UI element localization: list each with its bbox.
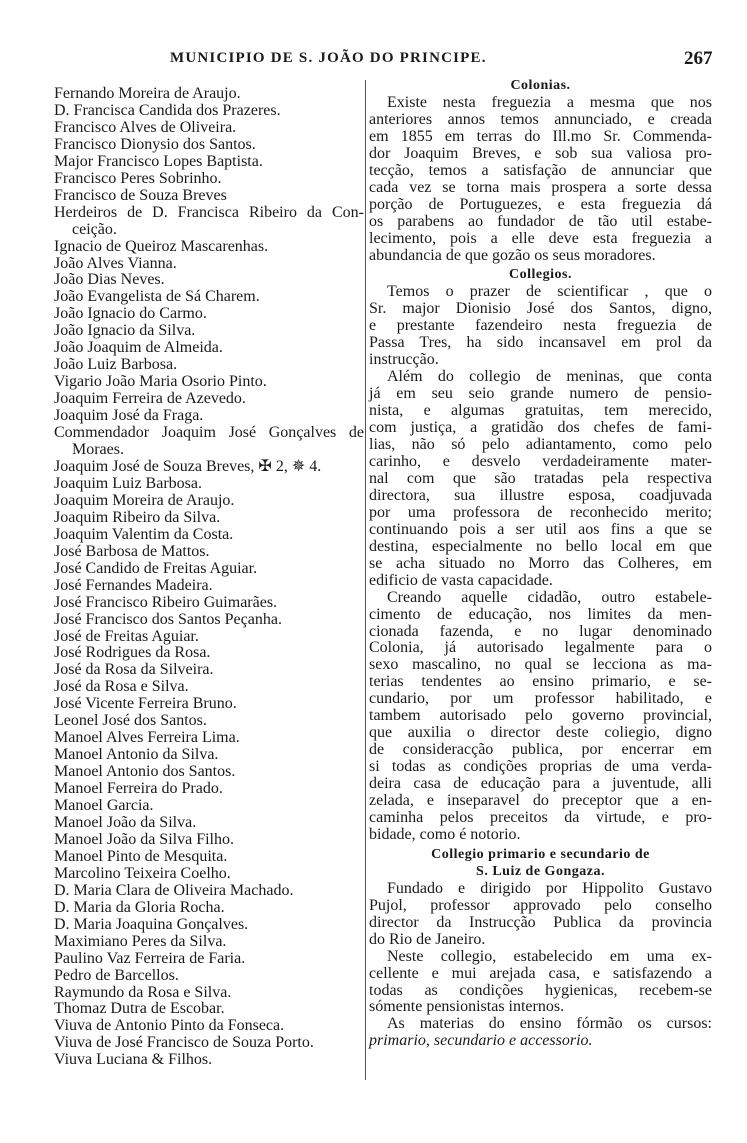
list-item: José Rodrigues da Rosa. xyxy=(54,644,211,662)
text-line: terias tendentes ao ensino primario, e se- xyxy=(369,673,712,691)
text-line: Sr. major Dionisio José dos Santos, digno, xyxy=(369,300,712,318)
list-item: Raymundo da Rosa e Silva. xyxy=(54,983,232,1001)
list-item: D. Maria Clara de Oliveira Machado. xyxy=(54,881,294,899)
list-item: João Luiz Barbosa. xyxy=(54,356,178,374)
list-item: Viuva de Antonio Pinto da Fonseca. xyxy=(54,1017,285,1035)
list-item: Herdeiros de D. Francisca Ribeiro da Con- xyxy=(54,203,364,221)
list-item: Joaquim Luiz Barbosa. xyxy=(54,474,202,492)
text-line: tecção, temos a satisfação de annunciar que xyxy=(369,161,712,179)
section-heading: Colonias. xyxy=(510,78,571,93)
list-item: Vigario João Maria Osorio Pinto. xyxy=(54,373,267,391)
text-line: já em seu seio grande numero de pensio- xyxy=(369,385,712,403)
list-item: José Fernandes Madeira. xyxy=(54,576,213,594)
list-item: Marcolino Teixeira Coelho. xyxy=(54,864,231,882)
list-item: Francisco Dionysio dos Santos. xyxy=(54,135,256,153)
text-line: Fundado e dirigido por Hippolito Gustavo xyxy=(387,879,712,897)
page-number: 267 xyxy=(684,48,713,69)
text-line: primario, secundario e accessorio. xyxy=(369,1032,593,1050)
text-line: lecimento, pois a elle deve esta freguezia a xyxy=(369,229,712,247)
list-item: José Vicente Ferreira Bruno. xyxy=(54,695,237,713)
list-item: Manoel João da Silva. xyxy=(54,813,197,831)
list-item: Manoel Alves Ferreira Lima. xyxy=(54,729,240,747)
text-line: As materias do ensino fórmão os cursos: xyxy=(387,1015,712,1033)
text-line: nista, e algumas gratuitas, tem merecido, xyxy=(369,402,712,420)
paragraph xyxy=(369,590,712,844)
section-heading: S. Luiz de Gongaza. xyxy=(476,863,605,879)
list-item: José Barbosa de Mattos. xyxy=(54,542,210,560)
list-item: José da Rosa e Silva. xyxy=(54,678,189,696)
text-line: Temos o prazer de scientificar , que o xyxy=(387,283,712,301)
text-line: sómente pensionistas internos. xyxy=(369,998,565,1016)
text-line: dor Joaquim Breves, e sob sua valiosa pro- xyxy=(369,144,712,162)
paragraph xyxy=(369,1016,712,1033)
list-item: Manoel Pinto de Mesquita. xyxy=(54,847,228,865)
text-line: com justiça, a gratidão dos chefes de fami- xyxy=(369,419,712,437)
list-item: D. Maria Joaquina Gonçalves. xyxy=(54,915,249,933)
list-item: D. Maria da Gloria Rocha. xyxy=(54,898,225,916)
list-item: Joaquim José da Fraga. xyxy=(54,407,204,425)
text-line: bidade, como é notorio. xyxy=(369,825,521,843)
text-line: Colonia, já autorisado legalmente para o xyxy=(369,639,712,657)
paragraph xyxy=(369,284,712,369)
text-line: director da Instrucção Publica da provincia xyxy=(369,913,712,931)
text-line: Neste collegio, estabelecido em uma ex- xyxy=(387,947,712,965)
list-item: João Evangelista de Sá Charem. xyxy=(54,288,260,306)
list-item: Fernando Moreira de Araujo. xyxy=(54,85,241,102)
page-header xyxy=(0,50,747,72)
text-line: Passa Tres, ha sido incansavel em prol da xyxy=(369,334,712,352)
paragraph xyxy=(369,881,712,949)
running-title: MUNICIPIO DE S. JOÃO DO PRINCIPE. xyxy=(170,50,487,66)
text-line: que auxilia o director deste coliegio, digno xyxy=(369,724,712,742)
text-line: porção de Portuguezes, e esta freguezia dá xyxy=(369,195,712,213)
text-line: de consideracção publica, por encerrar em xyxy=(369,741,712,759)
list-item: Joaquim José de Souza Breves, ✠ 2, ✵ 4. xyxy=(54,457,322,475)
paragraph xyxy=(369,369,712,589)
text-line: edificio de vasta capacidade. xyxy=(369,571,553,589)
list-item: Francisco de Souza Breves xyxy=(54,186,227,204)
list-item: João Dias Neves. xyxy=(54,271,165,289)
list-item: ceição. xyxy=(72,220,117,238)
text-line: Creando aquelle cidadão, outro estabele- xyxy=(387,588,712,606)
text-line: Existe nesta freguezia a mesma que nos xyxy=(387,93,712,111)
text-line: os parabens ao fundador de tão util estabe- xyxy=(369,212,712,230)
list-item: Pedro de Barcellos. xyxy=(54,966,179,984)
section-gongaza xyxy=(369,847,712,1050)
list-item: José da Rosa da Silveira. xyxy=(54,661,214,679)
column-divider xyxy=(365,80,366,1080)
text-line: zelada, e inseparavel do preceptor que a en- xyxy=(369,792,712,810)
text-line: Pujol, professor approvado pelo conselho xyxy=(369,896,712,914)
paragraph xyxy=(369,949,712,1017)
list-item: Paulino Vaz Ferreira de Faria. xyxy=(54,949,246,967)
text-line: sexo mascalino, no qual se lecciona as ma- xyxy=(369,656,712,674)
list-item: Viuva Luciana & Filhos. xyxy=(54,1051,213,1069)
list-item: Joaquim Ferreira de Azevedo. xyxy=(54,390,246,408)
paragraph xyxy=(369,95,712,265)
list-item: Ignacio de Queiroz Mascarenhas. xyxy=(54,237,269,255)
list-item: José Candido de Freitas Aguiar. xyxy=(54,559,258,577)
text-line: cundario, por um professor habilitado, e xyxy=(369,690,712,708)
list-item: João Ignacio do Carmo. xyxy=(54,305,207,323)
left-column-name-list xyxy=(54,86,364,1069)
list-item: D. Francisca Candida dos Prazeres. xyxy=(54,101,281,119)
text-line: deira casa de educação para a juventude, alli xyxy=(369,775,712,793)
list-item: João Alves Vianna. xyxy=(54,254,177,272)
text-line: por uma professora de reconhecido merito; xyxy=(369,503,712,521)
text-line: em 1855 em terras do Ill.mo Sr. Commenda- xyxy=(369,127,712,145)
text-line: continuando pois a ser util aos fins a que se xyxy=(369,520,712,538)
list-item: José Francisco Ribeiro Guimarães. xyxy=(54,593,278,611)
text-line: caminha pelos preceitos da virtude, e pro- xyxy=(369,808,712,826)
text-line: do Rio de Janeiro. xyxy=(369,930,486,948)
text-line: cimento de educação, nos limites da men- xyxy=(369,605,712,623)
text-line: destina, especialmente no bello local em que xyxy=(369,537,712,555)
text-line: directora, sua illustre esposa, coadjuvada xyxy=(369,486,712,504)
list-item: João Joaquim de Almeida. xyxy=(54,339,223,357)
text-line: instrucção. xyxy=(369,351,439,369)
text-line: Além do collegio de meninas, que conta xyxy=(387,368,712,386)
list-item: Joaquim Ribeiro da Silva. xyxy=(54,508,221,526)
list-item: Manoel Antonio dos Santos. xyxy=(54,763,236,781)
section-heading: Collegios. xyxy=(509,267,572,283)
text-line: todas as condições hygienicas, recebem-se xyxy=(369,981,712,999)
list-item: Maximiano Peres da Silva. xyxy=(54,932,227,950)
list-item: Manoel João da Silva Filho. xyxy=(54,830,234,848)
list-item: Viuva de José Francisco de Souza Porto. xyxy=(54,1034,314,1052)
right-column-text xyxy=(369,78,712,1050)
list-item: Manoel Garcia. xyxy=(54,797,154,815)
list-item: José de Freitas Aguiar. xyxy=(54,627,199,645)
section-colonias xyxy=(369,78,712,264)
text-line: tambem autorisado pelo governo provincial, xyxy=(369,707,712,725)
list-item: Manoel Ferreira do Prado. xyxy=(54,780,223,798)
list-item: Leonel José dos Santos. xyxy=(54,712,207,730)
list-item: Thomaz Dutra de Escobar. xyxy=(54,1000,225,1018)
text-line: cellente e mui arejada casa, e satisfazendo a xyxy=(369,964,712,982)
list-item: Major Francisco Lopes Baptista. xyxy=(54,152,263,170)
text-line: e prestante fazendeiro nesta freguezia de xyxy=(369,317,712,335)
text-line: se acha situado no Morro das Colheres, em xyxy=(369,554,712,572)
text-line: cionada fazenda, e no lugar denominado xyxy=(369,622,712,640)
text-line: abundancia de que gozão os seus moradores. xyxy=(369,246,656,264)
text-line: lias, não só pelo adiantamento, como pelo xyxy=(369,436,712,454)
text-line: cada vez se torna mais prospera a sorte dessa xyxy=(369,178,712,196)
section-collegios xyxy=(369,267,712,843)
section-heading: Collegio primario e secundario de xyxy=(431,846,650,862)
list-item: Manoel Antonio da Silva. xyxy=(54,746,219,764)
text-line: nal com que são tratadas pela respectiva xyxy=(369,469,712,487)
list-item: Joaquim Valentim da Costa. xyxy=(54,525,234,543)
text-line: anteriores annos temos annunciado, e creada xyxy=(369,110,712,128)
text-line: si todas as condições proprias de uma verda- xyxy=(369,758,712,776)
text-line: carinho, e desvelo verdadeiramente mater- xyxy=(369,452,712,470)
list-item: Francisco Peres Sobrinho. xyxy=(54,169,222,187)
list-item: José Francisco dos Santos Peçanha. xyxy=(54,610,282,628)
list-item: Francisco Alves de Oliveira. xyxy=(54,118,237,136)
list-item: Joaquim Moreira de Araujo. xyxy=(54,491,235,509)
list-item: João Ignacio da Silva. xyxy=(54,322,196,340)
list-item: Commendador Joaquim José Gonçalves de xyxy=(54,424,364,442)
list-item: Moraes. xyxy=(72,441,124,459)
